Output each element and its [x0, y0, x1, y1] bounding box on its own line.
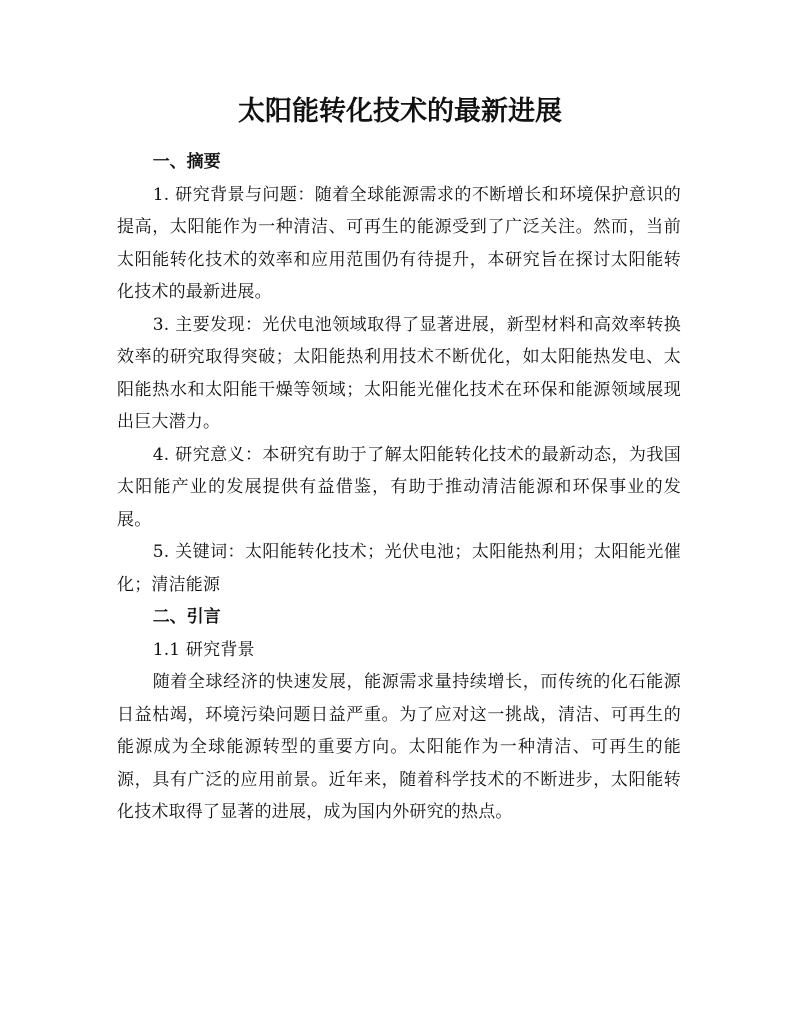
intro-subheading: 1.1 研究背景: [152, 639, 255, 660]
document-body: [117, 146, 681, 829]
abstract-heading: 一、摘要: [152, 152, 221, 172]
abstract-paragraph-background: 1. 研究背景与问题：随着全球能源需求的不断增长和环境保护意识的提高，太阳能作为一种清洁、可再生的能源受到了广泛关注。然而，当前太阳能转化技术的效率和应用范围仍有待提升，本研究旨在探讨太阳能转化技术的最新进展。: [117, 184, 681, 302]
abstract-paragraph-significance: 4. 研究意义：本研究有助于了解太阳能转化技术的最新动态，为我国太阳能产业的发展提供有益借鉴，有助于推动清洁能源和环保事业的发展。: [117, 444, 681, 530]
abstract-paragraph-findings: 3. 主要发现：光伏电池领域取得了显著进展，新型材料和高效率转换效率的研究取得突破；太阳能热利用技术不断优化，如太阳能热发电、太阳能热水和太阳能干燥等领域；太阳能光催化技术在环保和能源领域展现出巨大潜力。: [117, 314, 681, 432]
document-title: 太阳能转化技术的最新进展: [238, 96, 562, 127]
intro-heading: 二、引言: [152, 607, 221, 627]
intro-paragraph: 随着全球经济的快速发展，能源需求量持续增长，而传统的化石能源日益枯竭，环境污染问题日益严重。为了应对这一挑战，清洁、可再生的能源成为全球能源转型的重要方向。太阳能作为一种清洁、可再生的能源，具有广泛的应用前景。近年来，随着科学技术的不断进步，太阳能转化技术取得了显著的进展，成为国内外研究的热点。: [117, 672, 681, 822]
abstract-paragraph-keywords: 5. 关键词：太阳能转化技术；光伏电池；太阳能热利用；太阳能光催化；清洁能源: [117, 542, 681, 595]
